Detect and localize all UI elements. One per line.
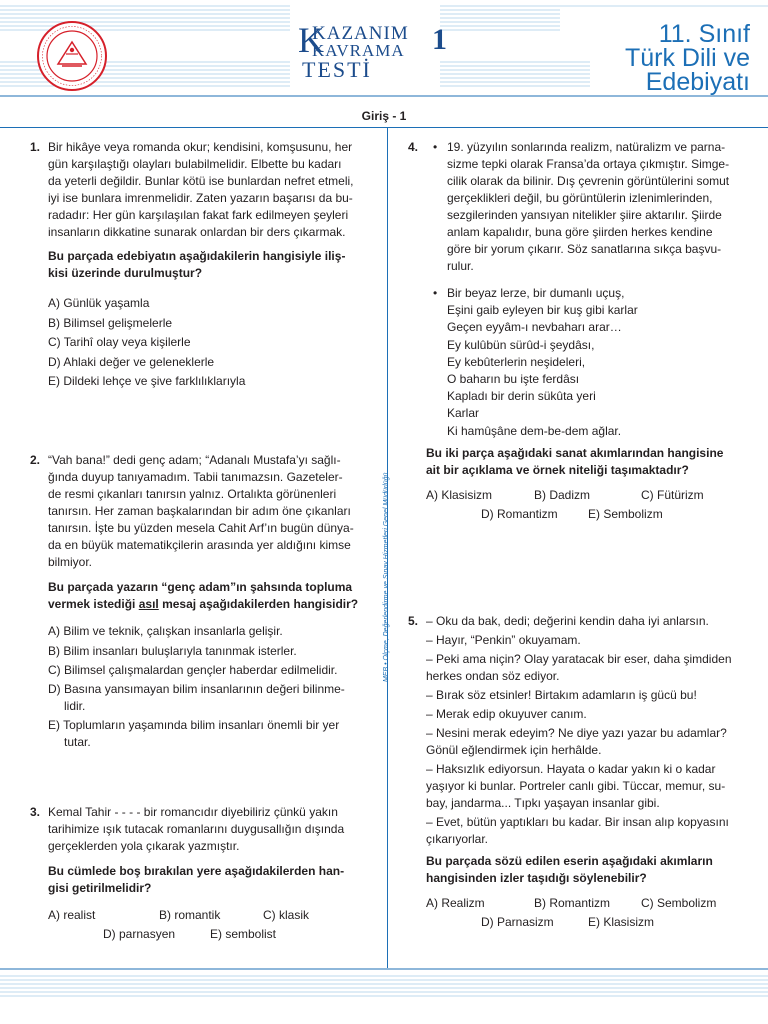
- option-d[interactable]: D) Basına yansımayan bilim insanlarının değeri bilinme-: [48, 681, 345, 696]
- option-b[interactable]: B) Dadizm: [534, 487, 591, 502]
- option-c[interactable]: C) Sembolizm: [641, 896, 717, 910]
- question-4: [408, 139, 750, 525]
- dialog-line: – Haksızlık ediyorsun. Hayata o kadar yakın ki o kadar: [426, 762, 716, 776]
- option-a[interactable]: A) realist: [48, 908, 96, 922]
- dialog-line: yaşıyor ki bunlar. Portreler canlı gibi. Tüccar, memur, su-: [426, 779, 726, 793]
- question-stem: Bu cümlede boş bırakılan yere aşağıdakilerden han-: [48, 864, 345, 878]
- poem-line: Ki hamûşâne dem-be-dem ağlar.: [447, 423, 622, 438]
- question-stem: Bu parçada edebiyatın aşağıdakilerin hangisiyle iliş-: [48, 249, 346, 263]
- question-stem: kisi üzerinde durulmuştur?: [48, 266, 203, 280]
- passage-line: tanırsın. Her zaman başkalarından bir adım öne çıkanları: [48, 504, 351, 518]
- passage-line: iyi ise bunlara imrenmelidir. Zaten yazarın başarısı da bu-: [48, 191, 353, 205]
- option-b[interactable]: B) Bilim insanları buluşlarıyla tanınmak isterler.: [48, 643, 297, 658]
- option-d[interactable]: D) Parnasizm: [481, 915, 554, 929]
- passage-line: sizme tepki olarak Fransa’da ortaya çıkmıştır. Simge-: [447, 157, 730, 171]
- option-b[interactable]: B) romantik: [159, 908, 221, 922]
- poem-line: Ey kebûterlerin neşideleri,: [447, 354, 586, 369]
- option-b[interactable]: B) Romantizm: [534, 896, 611, 910]
- passage-line: Bir hikâye veya romanda okur; kendisini, komşusunu, her: [48, 140, 353, 154]
- publisher-side-text: MEB • Ölçme, Değerlendirme ve Sınav Hizmetleri Genel Müdürlüğü: [383, 472, 390, 682]
- passage-line: rulur.: [447, 259, 474, 273]
- dialog-line: – Nesini merak edeyim? Ne diye yazı yazar bu adamlar?: [426, 726, 727, 740]
- passage-line: cilik olarak da bilinir. Dış çevrenin görüntülerini somut: [447, 174, 730, 188]
- option-e[interactable]: E) Dildeki lehçe ve şive farklılıklarıyla: [48, 374, 246, 388]
- question-stem: Bu parçada sözü edilen eserin aşağıdaki akımların: [426, 854, 713, 868]
- question-number: 5.: [408, 614, 419, 628]
- passage-line: bilmiyor.: [48, 555, 93, 569]
- passage-line: Kemal Tahir - - - - bir romancıdır diyebiliriz çünkü yakın: [48, 805, 338, 819]
- poem-line: Geçen eyyâm-ı nevbaharı arar…: [447, 320, 622, 335]
- course-title: [550, 22, 750, 94]
- question-stem: gisi getirilmelidir?: [48, 881, 152, 895]
- option-d-continued[interactable]: lidir.: [64, 698, 86, 713]
- passage-line: radadır: Her gün karşılaşılan fakat fark edilmeyen şeyleri: [48, 208, 349, 222]
- dialog-line: – Evet, bütün yaptıkları bu kadar. Bir insan alıp kopyasını: [426, 815, 729, 829]
- option-e[interactable]: E) Klasisizm: [588, 915, 655, 929]
- section-rule: [0, 127, 768, 128]
- dialog-line: – Bırak söz etsinler! Birtakım adamların iş gücü bu!: [426, 688, 697, 702]
- option-e[interactable]: E) Toplumların yaşamında bilim insanları önemli bir yer: [48, 717, 340, 732]
- poem-line: Bir beyaz lerze, bir dumanlı uçuş,: [447, 286, 625, 300]
- question-number: 1.: [30, 140, 41, 154]
- option-e[interactable]: E) sembolist: [210, 927, 277, 941]
- option-a[interactable]: A) Realizm: [426, 896, 485, 910]
- passage-line: de resmi çıkanları tanırsın yalnız. Ortalıkta görünenleri: [48, 487, 337, 501]
- option-c[interactable]: C) klasik: [263, 908, 310, 922]
- poem-line: O baharın bu işte ferdâsı: [447, 372, 580, 387]
- question-2: [30, 452, 373, 751]
- question-5: [408, 613, 750, 933]
- passage-line: da en büyük matematikçilerin arasında yer aldığını kimse: [48, 538, 351, 552]
- passage-line: gerçeklikleri değil, bu görüntülerin izlenimlerinden,: [447, 191, 713, 205]
- option-b[interactable]: B) Bilimsel gelişmelerle: [48, 315, 173, 330]
- footer-line-pattern: [0, 968, 768, 1024]
- passage-line: 19. yüzyılın sonlarında realizm, natüralizm ve parna-: [447, 140, 726, 154]
- passage-line: ğında duyup tanıyamadım. Tabii tanımazsın. Gazeteler-: [48, 470, 343, 484]
- passage-line: gün karşılaştığı olayları bulabilmelidir. Elbette bu kadarı: [48, 157, 342, 171]
- test-logo: [298, 22, 418, 84]
- option-c[interactable]: C) Tarihî olay veya kişilerle: [48, 335, 191, 349]
- question-1: [30, 139, 373, 392]
- dialog-line: – Oku da bak, dedi; değerini kendin daha iyi anlarsın.: [426, 614, 709, 628]
- title-line-3: Edebiyatı: [645, 68, 750, 96]
- dialog-line: – Merak edip okuyuver canım.: [426, 707, 587, 721]
- passage-line: göre bir yorum çıkarır. Söz sanatlarına sıkça başvu-: [447, 242, 722, 256]
- question-stem: Bu iki parça aşağıdaki sanat akımlarından hangisine: [426, 445, 724, 460]
- question-number: 2.: [30, 453, 41, 467]
- question-stem: [48, 596, 373, 613]
- question-stem: hangisinden izler taşıdığı söylenebilir?: [426, 871, 647, 885]
- option-e[interactable]: E) Sembolizm: [588, 506, 663, 521]
- ministry-seal-icon: [36, 20, 108, 92]
- stem-text: vermek istediği: [48, 597, 139, 611]
- dialog-line: herkes ondan söz ediyor.: [426, 669, 560, 683]
- question-stem: ait bir açıklama ve örnek niteliği taşımaktadır?: [426, 462, 689, 477]
- passage-line: insanların dikkatine sunarak onlardan bir ders çıkarmak.: [48, 225, 346, 239]
- passage-line: tanırsın. İşte bu yüzden mesela Cahit Arf’ın bugün dünya-: [48, 521, 354, 535]
- option-a[interactable]: A) Bilim ve teknik, çalışkan insanlarla gelişir.: [48, 624, 283, 638]
- dialog-line: – Hayır, “Penkin” okuyamam.: [426, 633, 581, 647]
- option-a[interactable]: A) Klasisizm: [426, 487, 493, 502]
- bullet-icon: •: [433, 286, 438, 300]
- passage-line: “Vah bana!” dedi genç adam; “Adanalı Mustafa’yı sağlı-: [48, 453, 341, 467]
- dialog-line: bay, jandarma... Tıpkı yaşayan insanlar gibi.: [426, 796, 660, 810]
- option-c[interactable]: C) Fütürizm: [641, 487, 704, 502]
- stem-text: mesaj aşağıdakilerden hangisidir?: [158, 597, 359, 611]
- poem-line: Ey kulûbün sürûd-i şeydâsı,: [447, 337, 595, 352]
- test-number: 1: [432, 23, 447, 56]
- passage-line: anlam kapalıdır, buna göre şiirden herkes kendine: [447, 225, 713, 239]
- option-d[interactable]: D) Ahlaki değer ve geleneklerle: [48, 354, 215, 369]
- option-e-continued[interactable]: tutar.: [64, 734, 91, 749]
- question-number: 3.: [30, 805, 41, 819]
- poem-line: Karlar: [447, 406, 480, 421]
- logo-line-kavrama: KAVRAMA: [312, 41, 405, 60]
- passage-line: da yeterli değildir. Bunlar kötü ise bunlardan nefret etmeli,: [48, 174, 354, 188]
- option-a[interactable]: A) Günlük yaşamla: [48, 296, 150, 310]
- title-line-2: Türk Dili ve: [624, 44, 750, 72]
- section-title: Giriş - 1: [361, 109, 407, 123]
- question-stem: Bu parçada yazarın “genç adam”ın şahsında topluma: [48, 580, 353, 594]
- passage-line: tarihimize ışık tutacak romanlarını duygusallığın dışında: [48, 822, 345, 836]
- question-3: [30, 804, 373, 945]
- title-line-1: 11. Sınıf: [658, 20, 750, 48]
- poem-line: Kapladı bir derin sükûta yeri: [447, 389, 596, 404]
- dialog-line: Gönül eğlendirmek için herhâlde.: [426, 743, 602, 757]
- bullet-icon: •: [433, 140, 438, 154]
- logo-line-kazanim: KAZANIM: [312, 23, 409, 44]
- passage-line: gerçeklerden yola çıkarak yazmıştır.: [48, 839, 240, 853]
- option-d[interactable]: D) Romantizm: [481, 506, 558, 521]
- dialog-line: – Peki ama niçin? Olay yaratacak bir eser, daha şimdiden: [426, 652, 732, 666]
- poem-line: Eşini gaib eyleyen bir kuş gibi karlar: [447, 303, 638, 318]
- option-c[interactable]: C) Bilimsel çalışmalardan gençler haberdar edilmelidir.: [48, 663, 338, 677]
- stem-underlined-word: asıl: [138, 597, 159, 611]
- logo-line-testi: TESTİ: [302, 57, 372, 82]
- svg-text:K: K: [298, 22, 324, 60]
- dialog-line: çıkarıyorlar.: [426, 832, 489, 846]
- question-number: 4.: [408, 140, 419, 154]
- option-d[interactable]: D) parnasyen: [103, 927, 176, 941]
- passage-line: sezgilerinden yansıyan nitelikler şiire aktarılır. Şiirde: [447, 208, 722, 222]
